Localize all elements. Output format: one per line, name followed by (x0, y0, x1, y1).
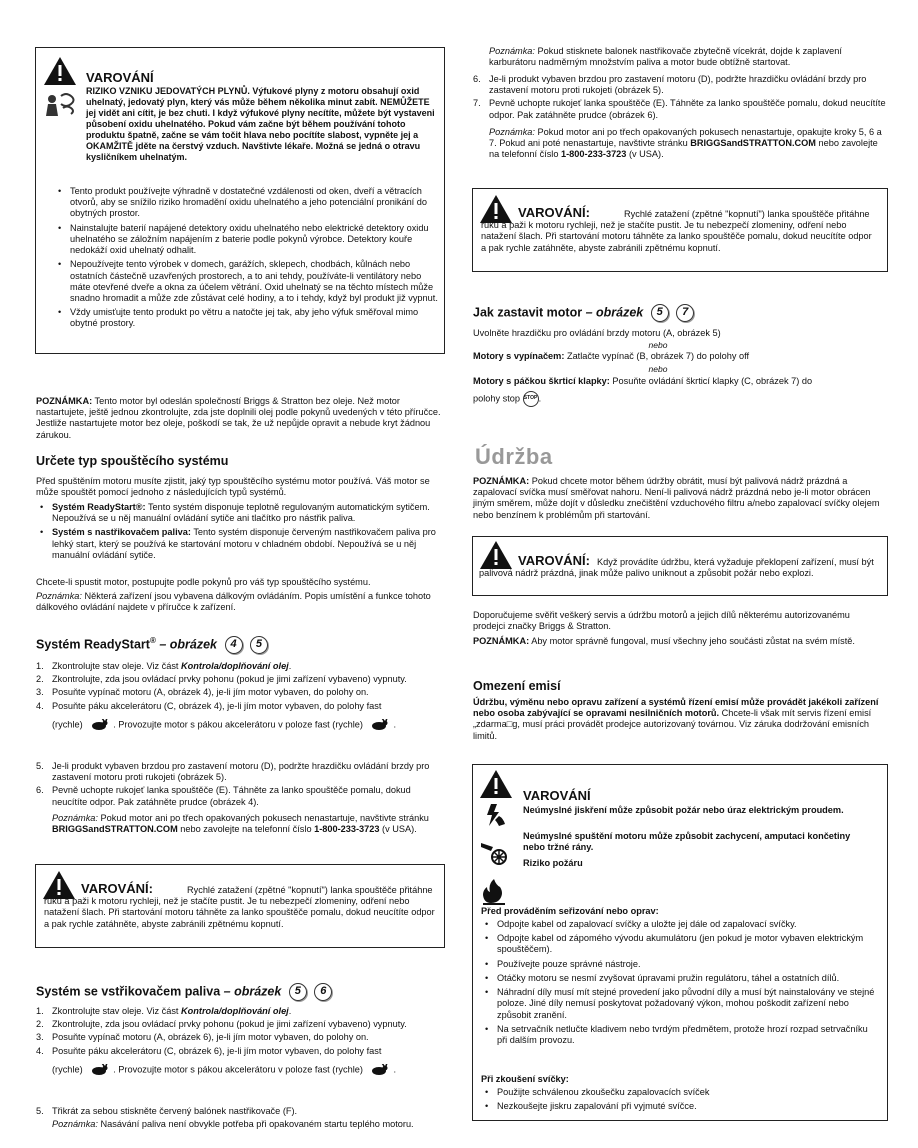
heading-figure: – obrázek (585, 305, 644, 320)
fuel-injector-heading (36, 983, 332, 1001)
list-item-text: Tento systém disponuje červeným nastřikovačem paliva pro lehký start, který se používá ke startování motoru v chladném období. Nepoužívá se u něj manuální ovládání sytiče. (52, 527, 436, 560)
list-item: • Použijte schválenou zkoušečku zapalovacích svíček (483, 1087, 875, 1098)
list-item: • Tento produkt používejte výhradně v dostatečné vzdálenosti od oken, dveří a větracích otvorů, aby se snížilo riziko hromadění oxidu uhelnatého a jeho potenciální pronikání do obytných prostor. (56, 186, 441, 220)
para-bold: Údržbu, výměnu nebo opravu zařízení a systémů řízení emisí může provádět jakékoli zařízení nebo osoba zabývající se opravami nesilničních motorů. (473, 697, 879, 719)
step-ref: Kontrola/doplňování olej (181, 1006, 289, 1016)
list-item (38, 527, 446, 561)
step-number: 6. (36, 785, 44, 796)
step-text: Zkontrolujte, zda jsou ovládací prvky pohonu (pokud je jimi zařízení vybaveno) vypnuty. (52, 674, 407, 685)
warning-triangle-icon (479, 769, 513, 802)
list-item (36, 1019, 446, 1030)
maintenance-heading: Údržba (475, 444, 553, 469)
note-text: nebo zavolejte na telefonní číslo (489, 138, 878, 160)
warning-text: RIZIKO VZNIKU JEDOVATÝCH PLYNŮ. Výfukové plyny z motoru obsahují oxid uhelnatý, jedovatý plyn, který vás může během několika minut zabít. NEMŮŽETE jej vidět ani cítit, je bez chuti. I když výfukové plyny necítíte, můžete být vystaveni působení oxidu uhelnatého. Pokud vám začne být během používání tohoto produktu špatně, začne se vám točit hlava nebo pocítíte slabost, vypněte jej a OKAMŽITĚ jděte na čerstvý vzduch. Navštivte lékaře. Možná se jedná o otravu kysličníkem uhelnatým. (86, 86, 435, 162)
list-item (38, 502, 446, 524)
stop-sign-icon: STOP (523, 391, 539, 407)
list-item: • Nepoužívejte tento výrobek v domech, garážích, sklepech, chodbách, kůlnách nebo ostatních částečně uzavřených prostorech, a to ani tehdy, používáte-li ventilátory nebo máte otevřené dveře a okna za účelem větrání. Oxid uhelnatý se na těchto místech může snadno hromadit a může zde zůstávat celé hodiny, a to i tehdy, když byl produkt již vypnut. (56, 259, 441, 304)
fuel-injector-step5 (36, 1106, 446, 1119)
list-item: • Nainstalujte baterií napájené detektory oxidu uhelnatého nebo elektrické detektory oxidu uhelnatého se záložním napájením z baterie podle pokynů výrobce. Detektory kouře nedokáží oxid uhelnatý odhalit. (56, 223, 441, 257)
warning-title: VAROVÁNÍ (523, 788, 591, 803)
para-text: polohy stop (473, 393, 520, 404)
note-label: Poznámka: (36, 591, 82, 601)
step-number: 3. (36, 1032, 44, 1043)
step-text: Třikrát za sebou stiskněte červený balónek nastřikovače (F). (52, 1106, 298, 1116)
note-text: Pokud motor ani po třech opakovaných pokusech nenastartuje, opakujte kroky 5, 6 a 7. Pokud ani poté nenastartuje, navštivte stránku (489, 127, 882, 149)
maintenance-note (473, 476, 888, 521)
list-item (36, 1106, 446, 1117)
list-item: • Odpojte kabel od zápomého vývodu akumulátoru (jen pokud je motor vybaven elektrickým spouštěčem). (483, 933, 875, 955)
note-text: Aby motor správně fungoval, musí všechny jeho součásti zůstat na svém místě. (531, 636, 855, 646)
step-text: Pevně uchopte rukojeť lanka spouštěče (E). Táhněte za lanko spouštěče pomalu, dokud neucítíte odpor. Pak zatáhněte prudce (obrázek 6). (489, 98, 886, 120)
note-label: POZNÁMKA: (36, 396, 93, 406)
heading-figure: – obrázek (223, 984, 282, 999)
test-bullets (483, 1087, 875, 1115)
stop-heading (473, 304, 694, 322)
step-text: Zkontrolujte stav oleje. Viz část (52, 1006, 182, 1016)
heading-text: Systém ReadyStart (36, 637, 150, 652)
step-text: . Provozujte motor s pákou akcelerátoru v poloze fast (rychle) (113, 719, 363, 730)
warning-box-kickback-2 (472, 188, 888, 272)
warning-box-tilt (472, 536, 888, 596)
note-label: Poznámka: (52, 1119, 98, 1129)
note-text: nebo zavolejte na telefonní číslo (177, 824, 315, 835)
note-label: POZNÁMKA: (473, 476, 530, 486)
figure-number-badge: 4 (225, 636, 243, 654)
warning-title: VAROVÁNÍ: (518, 205, 590, 220)
step-number: 5. (36, 1106, 44, 1116)
heading-text: Systém se vstřikovačem paliva (36, 984, 221, 999)
list-item: • Nezkoušejte jiskru zapalování při vyjmuté svíčce. (483, 1101, 875, 1112)
rabbit-fast-icon (369, 1064, 389, 1076)
toxic-fumes-icon (43, 90, 77, 125)
list-item: • Na setrvačník netlučte kladivem nebo tvrdým předmětem, protože hrozí rozpad setrvačníku při dalším provozu. (483, 1024, 875, 1046)
subheading: Před prováděním seřizování nebo oprav: (481, 906, 659, 916)
subheading: Při zkoušení svíčky: (481, 1074, 569, 1084)
stop-p1: Uvolněte hrazdičku pro ovládání brzdy motoru (A, obrázek 5) (473, 328, 721, 338)
rabbit-fast-icon (89, 719, 109, 731)
heading-figure: – obrázek (159, 637, 218, 652)
para-label: Motory s páčkou škrticí klapky: (473, 376, 610, 386)
warning-box-co (35, 47, 445, 354)
step-number: 3. (36, 687, 44, 698)
top-note (489, 46, 887, 68)
step-number: 2. (36, 674, 44, 685)
para-text: Posuňte ovládání škrticí klapky (C, obrázek 7) do (612, 376, 813, 386)
readystart-heading (36, 636, 268, 654)
list-item (473, 74, 887, 96)
right-steps (473, 74, 887, 123)
stop-p3b: polohy stop STOP. (473, 391, 541, 407)
step-number: 7. (473, 98, 481, 109)
fire-icon (481, 877, 507, 908)
step-text: (rychle) (52, 1064, 83, 1075)
readystart-steps-cont (36, 761, 446, 810)
note-text: Pokud stisknete balonek nastřikovače zbytečně vícekrát, dojde k zaplavení karburátoru nadměrným množstvím paliva a motor bude obtížně startovat. (489, 46, 842, 68)
step-number: 1. (36, 661, 44, 671)
or-text: nebo (648, 364, 668, 374)
step-number: 4. (36, 1045, 44, 1056)
note-text: (v USA). (626, 149, 664, 160)
step-number: 6. (473, 74, 481, 84)
figure-number-badge: 5 (250, 636, 268, 654)
list-item (36, 761, 446, 783)
list-item-label: Systém s nastřikovačem paliva: (52, 527, 191, 538)
step-text: . Provozujte motor s pákou akcelerátoru v poloze fast (rychle) (113, 1064, 363, 1075)
step-text: Zkontrolujte stav oleje. Viz část (52, 661, 182, 671)
list-item: • Otáčky motoru se nesmí zvyšovat úpravami pružin regulátoru, táhel a ostatních dílů. (483, 973, 875, 984)
start-system-list (38, 502, 446, 564)
readystart-steps (36, 661, 446, 733)
note-text: (v USA). (379, 824, 417, 835)
step-note (489, 127, 887, 161)
heading-sup: ® (149, 636, 156, 646)
entanglement-icon (479, 837, 509, 870)
step-text: . (288, 661, 292, 671)
warning-box-service (472, 764, 888, 1121)
list-item: 4. Posuňte páku akcelerátoru (C, obrázek 6), je-li jím motor vybaven, do polohy fast (rychle) . Provozujte motor s pákou akcelerátoru v poloze fast (rychle) . (36, 1045, 397, 1075)
step-number: 5. (36, 761, 44, 771)
hazard-text: Riziko požáru (523, 858, 583, 868)
list-item (36, 674, 446, 685)
figure-number-badge: 5 (289, 983, 307, 1001)
step-text: Zkontrolujte, zda jsou ovládací prvky pohonu (pokud je jimi zařízení vybaveno) vypnuty. (52, 1019, 407, 1030)
start-system-heading: Určete typ spouštěcího systému (36, 454, 229, 468)
warning-text: Rychlé zatažení (zpětné "kopnutí") lanka spouštěče přitáhne ruku a paži k motoru rychleji, než je stačíte pustit. Je tu nebezpečí zlomeniny, odření nebo natažení šlach. Při startování motoru táhněte za lanko spouštěče pomalu, dokud neucítíte odpor a pak rychle zatáhněte, abyste zabránili zpětnému kopnutí. (44, 885, 435, 929)
stop-p2 (473, 351, 887, 362)
warning-text: Rychlé zatažení (zpětné "kopnutí") lanka spouštěče přitáhne ruku a paži k motoru rychleji, než je stačíte pustit. Je tu nebezpečí zlomeniny, odření nebo natažení šlach. Při startování motoru táhněte za lanko spouštěče pomalu, dokud neucítíte odpor a pak rychle zatáhněte, abyste zabránili zpětnému kopnutí. (481, 209, 872, 253)
para-text: Chcete-li však mít servis řízení emisí „zdarma□g, musí práci provádět prodejce autorizovaný továrnou. Viz záruka dodržování emisních limitů. (473, 708, 872, 741)
note-link: BRIGGSandSTRATTON.COM (52, 824, 178, 835)
note-label: POZNÁMKA: (473, 636, 530, 646)
list-item (36, 661, 446, 672)
warning-bullets (56, 186, 441, 333)
service-paragraph: Doporučujeme svěřit veškerý servis a údržbu motorů a jejich dílů některému autorizovanému prodejci značky Briggs & Stratton. (473, 610, 850, 632)
list-item (36, 687, 446, 698)
note-link: BRIGGSandSTRATTON.COM (690, 138, 816, 149)
warning-title: VAROVÁNÍ (86, 70, 154, 85)
step-number: 4. (36, 700, 44, 711)
fuel-injector-note (52, 1119, 444, 1130)
step-ref: Kontrola/doplňování olej (181, 661, 289, 671)
note-text: Tento motor byl odeslán společností Briggs & Stratton bez oleje. Než motor nastartujete, ještě jednou zkontrolujte, zda jste doplnili olej podle pokynů uvedených v této příručce. Jestliže nastartujete motor bez oleje, poškodí se tak, že už nepůjde opravit a nebude kryt žádnou zárukou. (36, 396, 441, 440)
note-text: Pokud motor ani po třech opakovaných pokusech nenastartuje, navštivte stránku (100, 813, 429, 823)
heading-text: Jak zastavit motor (473, 305, 583, 320)
note-text: Nasávání paliva není obvykle potřeba při opakovaném startu teplého motoru. (100, 1119, 414, 1129)
warning-title: VAROVÁNÍ: (518, 553, 590, 568)
step-text: Posuňte vypínač motoru (A, obrázek 6), je-li jím motor vybaven, do polohy on. (52, 1032, 369, 1043)
note-phone: 1-800-233-3723 (314, 824, 380, 835)
step-text: . (288, 1006, 292, 1016)
list-item: 4. Posuňte páku akcelerátoru (C, obrázek 4), je-li jím motor vybaven, do polohy fast (rychle) . Provozujte motor s pákou akcelerátoru v poloze fast (rychle) . (36, 700, 397, 730)
or-text: nebo (648, 340, 668, 350)
step-text: Posuňte páku akcelerátoru (C, obrázek 6), je-li jím motor vybaven, do polohy fast (52, 1045, 382, 1056)
figure-number-badge: 5 (651, 304, 669, 322)
step-text: (rychle) (52, 719, 83, 730)
rabbit-fast-icon (369, 719, 389, 731)
step-text: Pevně uchopte rukojeť lanka spouštěče (E). Táhněte za lanko spouštěče pomalu, dokud neucítíte odpor. Pak zatáhněte prudce (obrázek 4). (52, 785, 411, 807)
figure-number-badge: 6 (314, 983, 332, 1001)
note-text: Pokud chcete motor během údržby obrátit, musí být palivová nádrž prázdná a zapalovací svíčka musí směřovat nahoru. Není-li palivová nádrž prázdná nebo je-li motor obrácen jiným směrem, může dojít v důsledku znečištění vzduchového filtru a/nebo zapalovací svíčky olejem nebo benzínem k problémům při startování. (473, 476, 880, 520)
emissions-heading: Omezení emisí (473, 679, 561, 693)
start-paragraph: Chcete-li spustit motor, postupujte podle pokynů pro váš typ spouštěcího systému. (36, 577, 371, 587)
list-item (36, 1032, 446, 1043)
list-item: • Vždy umisťujte tento produkt po větru a natočte jej tak, aby jeho výfuk směřoval mimo obytné prostory. (56, 307, 441, 329)
list-item-label: Systém ReadyStart®: (52, 502, 146, 512)
step-text: Je-li produkt vybaven brzdou pro zastavení motoru (D), podržte hrazdičku ovládání brzdy pro zastavení motoru proti rukojeti (obrázek 5). (52, 761, 430, 783)
list-item-text: Tento systém disponuje teplotně regulovaným automatickým sytičem. Nepoužívá se u něj manuální ovládání sytiče ani tlačítko pro nástřik paliva. (52, 502, 430, 524)
electric-shock-icon (481, 802, 509, 831)
list-item (473, 98, 887, 120)
list-item: • Odpojte kabel od zapalovací svíčky a uložte jej dále od zapalovací svíčky. (483, 919, 875, 930)
para-label: Motory s vypínačem: (473, 351, 565, 361)
hazard-text: Neúmyslné jiskření může způsobit požár nebo úraz elektrickým proudem. (523, 805, 844, 815)
stop-p3 (473, 376, 887, 387)
warning-triangle-icon (43, 56, 77, 89)
service-bullets (483, 919, 875, 1049)
note-label: Poznámka: (52, 813, 98, 823)
figure-number-badge: 7 (676, 304, 694, 322)
note-text: Některá zařízení jsou vybavena dálkovým ovládáním. Popis umístění a funkce tohoto dálkového ovládání najdete v příručce k zařízení. (36, 591, 431, 613)
step-number: 2. (36, 1019, 44, 1030)
warning-title: VAROVÁNÍ: (81, 881, 153, 896)
fuel-injector-steps (36, 1006, 446, 1078)
emissions-paragraph (473, 697, 888, 742)
note-label: Poznámka: (489, 127, 535, 137)
warning-text: Když provádíte údržbu, která vyžaduje překlopení zařízení, musí být palivová nádrž prázdná, jinak může palivo uniknout a způsobit požár nebo explozi. (479, 557, 874, 579)
start-note (36, 591, 444, 613)
para-text: Zatlačte vypínač (B, obrázek 7) do polohy off (566, 351, 750, 361)
rabbit-fast-icon (89, 1064, 109, 1076)
service-note (473, 636, 888, 647)
list-item (36, 785, 446, 807)
note-paragraph (36, 396, 444, 441)
start-intro: Před spuštěním motoru musíte zjistit, jaký typ spouštěcího systému motor používá. Váš motor se může spouštět pomocí jednoho z následujících typů systémů. (36, 476, 430, 498)
note-label: Poznámka: (489, 46, 535, 56)
step-number: 1. (36, 1006, 44, 1016)
readystart-note (52, 813, 444, 835)
note-phone: 1-800-233-3723 (561, 149, 627, 160)
list-item: • Používejte pouze správné nástroje. (483, 959, 875, 970)
step-text: Posuňte páku akcelerátoru (C, obrázek 4), je-li jím motor vybaven, do polohy fast (52, 700, 382, 711)
hazard-text: Neúmyslné spuštění motoru může způsobit zachycení, amputaci končetiny nebo tržné rány. (523, 831, 851, 853)
step-text: Je-li produkt vybaven brzdou pro zastavení motoru (D), podržte hrazdičku ovládání brzdy pro zastavení motoru proti rukojeti (obrázek 5). (489, 74, 867, 96)
list-item (36, 1006, 446, 1017)
step-text: Posuňte vypínač motoru (A, obrázek 4), je-li jím motor vybaven, do polohy on. (52, 687, 369, 698)
list-item: • Náhradní díly musí mít stejné provedení jako původní díly a musí být nainstalovány ve stejné poloze. Jiné díly nemusí poskytovat požadovaný výkon, mohou poškodit zařízení nebo způsobit zranění. (483, 987, 875, 1021)
warning-box-kickback (35, 864, 445, 948)
